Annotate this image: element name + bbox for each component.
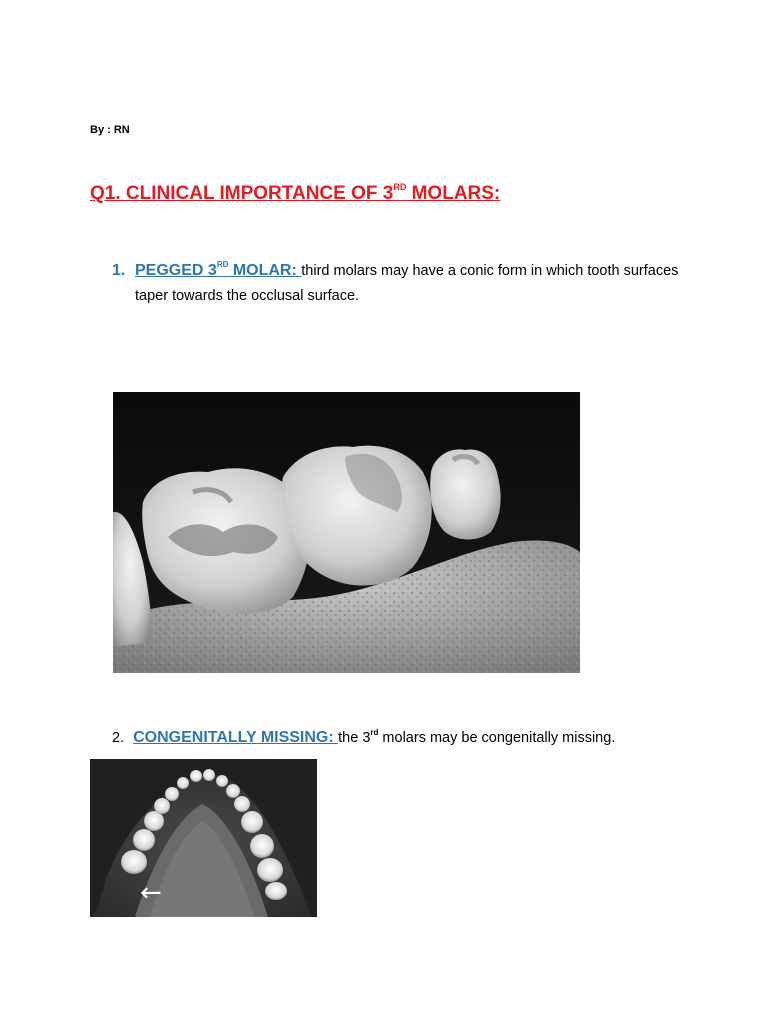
- list-number: 1.: [112, 262, 126, 279]
- desc-suffix: molars may be congenitally missing.: [378, 730, 616, 746]
- desc-prefix: the 3: [338, 730, 371, 746]
- item-description: third molars may have a conic form in which tooth surfaces taper towards the occlusal surface.: [135, 263, 679, 304]
- list-number: 2.: [112, 730, 125, 746]
- author-line: By : RN: [90, 124, 130, 136]
- question-suffix: MOLARS:: [406, 183, 501, 204]
- item-description: [338, 730, 615, 746]
- term-suffix: MOLAR:: [228, 262, 302, 279]
- desc-sup: rd: [370, 728, 379, 737]
- pegged-molar-photo: [113, 392, 580, 673]
- term-pegged-molar: [135, 262, 301, 279]
- list-item-body: [112, 258, 692, 309]
- arrow-indicator: ←: [140, 878, 162, 908]
- term-prefix: PEGGED 3: [135, 262, 217, 279]
- question-prefix: Q1. CLINICAL IMPORTANCE OF 3: [90, 183, 394, 204]
- list-item-congenitally-missing: [112, 725, 615, 751]
- question-heading: [90, 183, 500, 205]
- question-sup: RD: [393, 182, 407, 192]
- term-sup: RD: [216, 260, 229, 269]
- term-congenitally-missing: CONGENITALLY MISSING:: [133, 729, 339, 746]
- dental-arch-photo: [90, 759, 317, 917]
- list-item-pegged-molar: [112, 258, 692, 309]
